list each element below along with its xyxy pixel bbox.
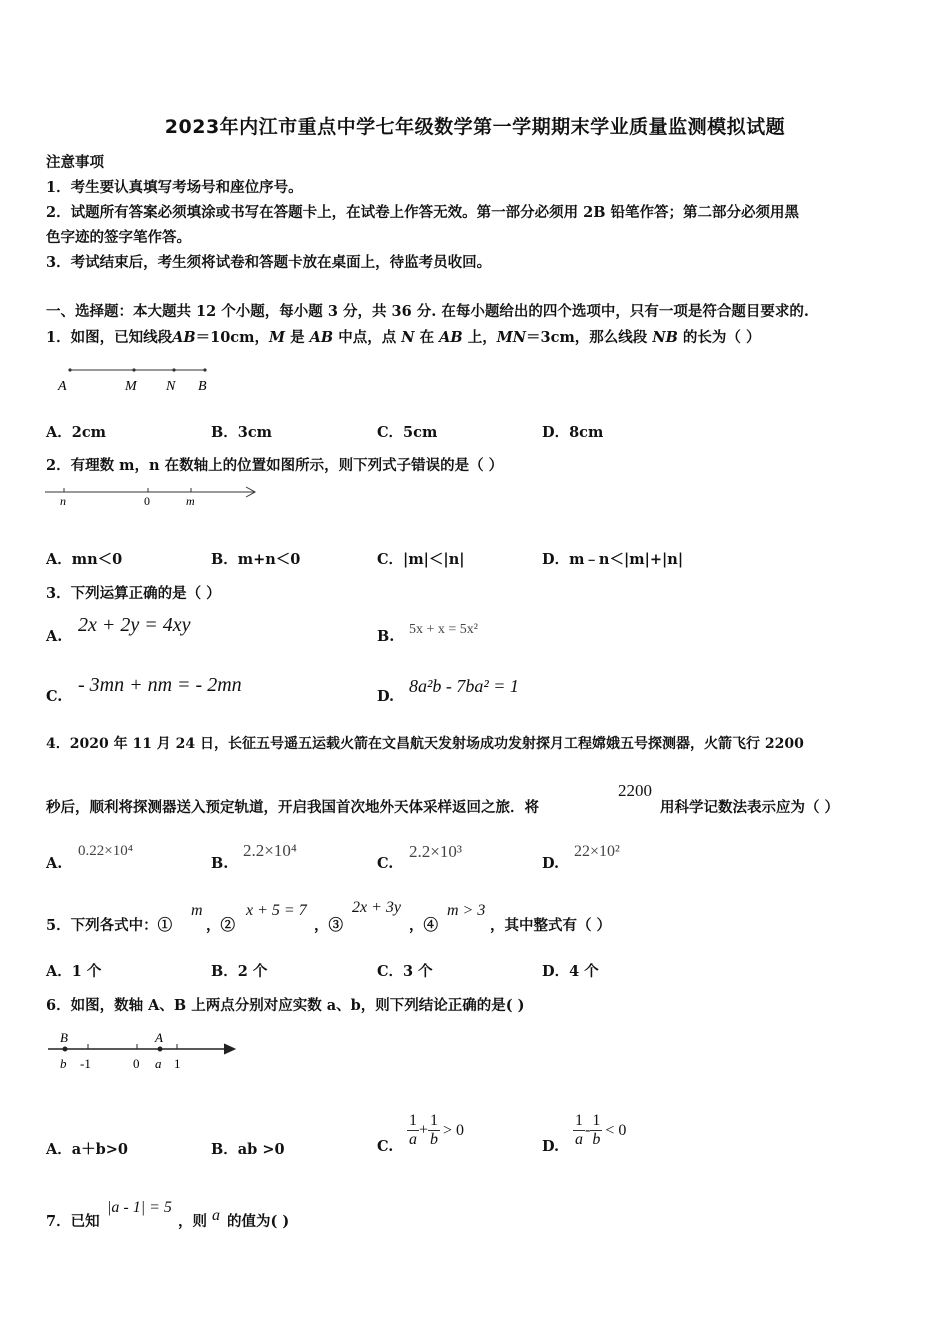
q7-mid: ，则 (178, 1213, 207, 1230)
arrow-icon (224, 1044, 235, 1054)
q1-option-d[interactable]: D．8cm (542, 424, 604, 441)
q4-option-c-expr: 2.2×10³ (409, 842, 462, 861)
q4-option-c-letter[interactable]: C. (377, 855, 394, 872)
notice-item-2-cont: 色字迹的签字笔作答。 (46, 229, 191, 246)
question-4-stem-line2: 秒后，顺利将探测器送入预定轨道，开启我国首次地外天体采样返回之旅．将 (46, 799, 539, 816)
q1-option-c[interactable]: C．5cm (377, 424, 438, 441)
question-5-pre: 5．下列各式中：① (46, 917, 173, 934)
q4-option-d-letter[interactable]: D. (542, 855, 560, 872)
question-1-stem: 1．如图，已知线段AB＝10cm，M 是 AB 中点，点 N 在 AB 上，MN＝3cm，那么线段 NB 的长为（ ） (46, 329, 761, 346)
q3-option-d-expr: 8a²b - 7ba² = 1 (409, 676, 519, 696)
label-point-a: A (155, 1030, 163, 1045)
q4-option-b-letter[interactable]: B. (211, 855, 229, 872)
question-4-stem-line1: 4．2020 年 11 月 24 日，长征五号遥五运载火箭在文昌航天发射场成功发射探月工程嫦娥五号探测器，火箭飞行 2200 (46, 736, 804, 752)
question-4-number: 2200 (618, 781, 652, 800)
q7-var: a (212, 1207, 220, 1224)
question-1-segment-figure (50, 360, 230, 400)
label-b: b (60, 1056, 67, 1071)
q3-option-b-letter[interactable]: B. (377, 628, 395, 645)
page-title: 2023年内江市重点中学七年级数学第一学期期末学业质量监测模拟试题 (164, 116, 786, 138)
question-7-pre: 7．已知 (46, 1213, 100, 1230)
q2-option-a[interactable]: A．mn＜0 (46, 551, 123, 568)
q6-option-c-letter[interactable]: C. (377, 1138, 394, 1155)
q5-expr-4: m > 3 (447, 902, 486, 919)
q3-option-a-letter[interactable]: A. (46, 628, 63, 645)
section-heading: 一、选择题：本大题共 12 个小题，每小题 3 分，共 36 分. 在每小题给出的四个选项中，只有一项是符合题目要求的. (46, 303, 809, 320)
q4-option-a-expr: 0.22×10⁴ (78, 843, 133, 859)
q6-option-b[interactable]: B．ab >0 (211, 1141, 285, 1158)
q2-option-b[interactable]: B．m+n＜0 (211, 551, 301, 568)
label-zero: 0 (144, 494, 150, 508)
label-zero: 0 (133, 1056, 140, 1071)
q5-expr-1: m (191, 902, 203, 919)
q2-option-c[interactable]: C．|m|＜|n| (377, 551, 465, 568)
label-point-b: B (60, 1030, 68, 1045)
q3-option-d-letter[interactable]: D. (377, 688, 395, 705)
question-3-stem: 3．下列运算正确的是（ ） (46, 585, 221, 602)
q3-option-c-letter[interactable]: C. (46, 688, 63, 705)
q5-post: ，其中整式有（ ） (490, 917, 612, 934)
q5-expr-2: x + 5 = 7 (246, 902, 307, 919)
q4-option-d-expr: 22×10² (574, 843, 620, 860)
notice-item-2: 2．试题所有答案必须填涂或书写在答题卡上，在试卷上作答无效。第一部分必须用 2B 铅笔作答；第二部分必须用黑 (46, 204, 800, 221)
q2-option-d[interactable]: D．m﹣n＜|m|+|n| (542, 551, 684, 568)
question-6-number-line (40, 1030, 250, 1076)
label-m: M (125, 379, 137, 394)
question-4-stem-line2b: 用科学记数法表示应为（ ） (660, 799, 840, 816)
label-a: a (155, 1056, 162, 1071)
q7-expr: |a - 1| = 5 (107, 1199, 172, 1216)
q4-option-b-expr: 2.2×10⁴ (243, 841, 297, 860)
q5-expr-3: 2x + 3y (352, 899, 401, 916)
label-a: A (58, 379, 67, 394)
label-b: B (198, 379, 207, 394)
q5-option-a[interactable]: A．1 个 (46, 963, 102, 980)
label-n: N (166, 379, 176, 394)
q6-option-a[interactable]: A．a＋b>0 (46, 1141, 129, 1158)
notice-item-1: 1．考生要认真填写考场号和座位序号。 (46, 179, 303, 196)
question-2-number-line (40, 482, 270, 512)
label-one: 1 (174, 1056, 181, 1071)
q7-post: 的值为( ) (227, 1213, 290, 1230)
q1-option-a[interactable]: A．2cm (46, 424, 107, 441)
label-neg-one: -1 (80, 1056, 91, 1071)
q5-sep-2: ，② (206, 917, 235, 934)
q1-option-b[interactable]: B．3cm (211, 424, 273, 441)
question-6-stem: 6．如图，数轴 A、B 上两点分别对应实数 a、b，则下列结论正确的是( ) (46, 997, 525, 1014)
q5-option-b[interactable]: B．2 个 (211, 963, 268, 980)
q5-sep-4: ，④ (409, 917, 438, 934)
q5-sep-3: ，③ (314, 917, 343, 934)
q3-option-c-expr: - 3mn + nm = - 2mn (78, 674, 242, 696)
q3-option-a-expr: 2x + 2y = 4xy (78, 614, 191, 636)
q6-option-c-expr: $\frac{1}{a}$ + $\frac{1}{b}$ > 0 (409, 1112, 465, 1148)
notice-item-3: 3．考试结束后，考生须将试卷和答题卡放在桌面上，待监考员收回。 (46, 254, 492, 271)
question-2-stem: 2．有理数 m，n 在数轴上的位置如图所示，则下列式子错误的是（ ） (46, 457, 504, 474)
q6-option-d-expr: $\frac{1}{a}$ - $\frac{1}{b}$ < 0 (575, 1112, 627, 1148)
q5-option-c[interactable]: C．3 个 (377, 963, 433, 980)
notice-heading: 注意事项 (46, 154, 104, 171)
label-m: m (186, 494, 195, 508)
q6-option-d-letter[interactable]: D. (542, 1138, 560, 1155)
label-n: n (60, 494, 66, 508)
q4-option-a-letter[interactable]: A. (46, 855, 63, 872)
q5-option-d[interactable]: D．4 个 (542, 963, 599, 980)
q3-option-b-expr: 5x + x = 5x² (409, 622, 478, 637)
